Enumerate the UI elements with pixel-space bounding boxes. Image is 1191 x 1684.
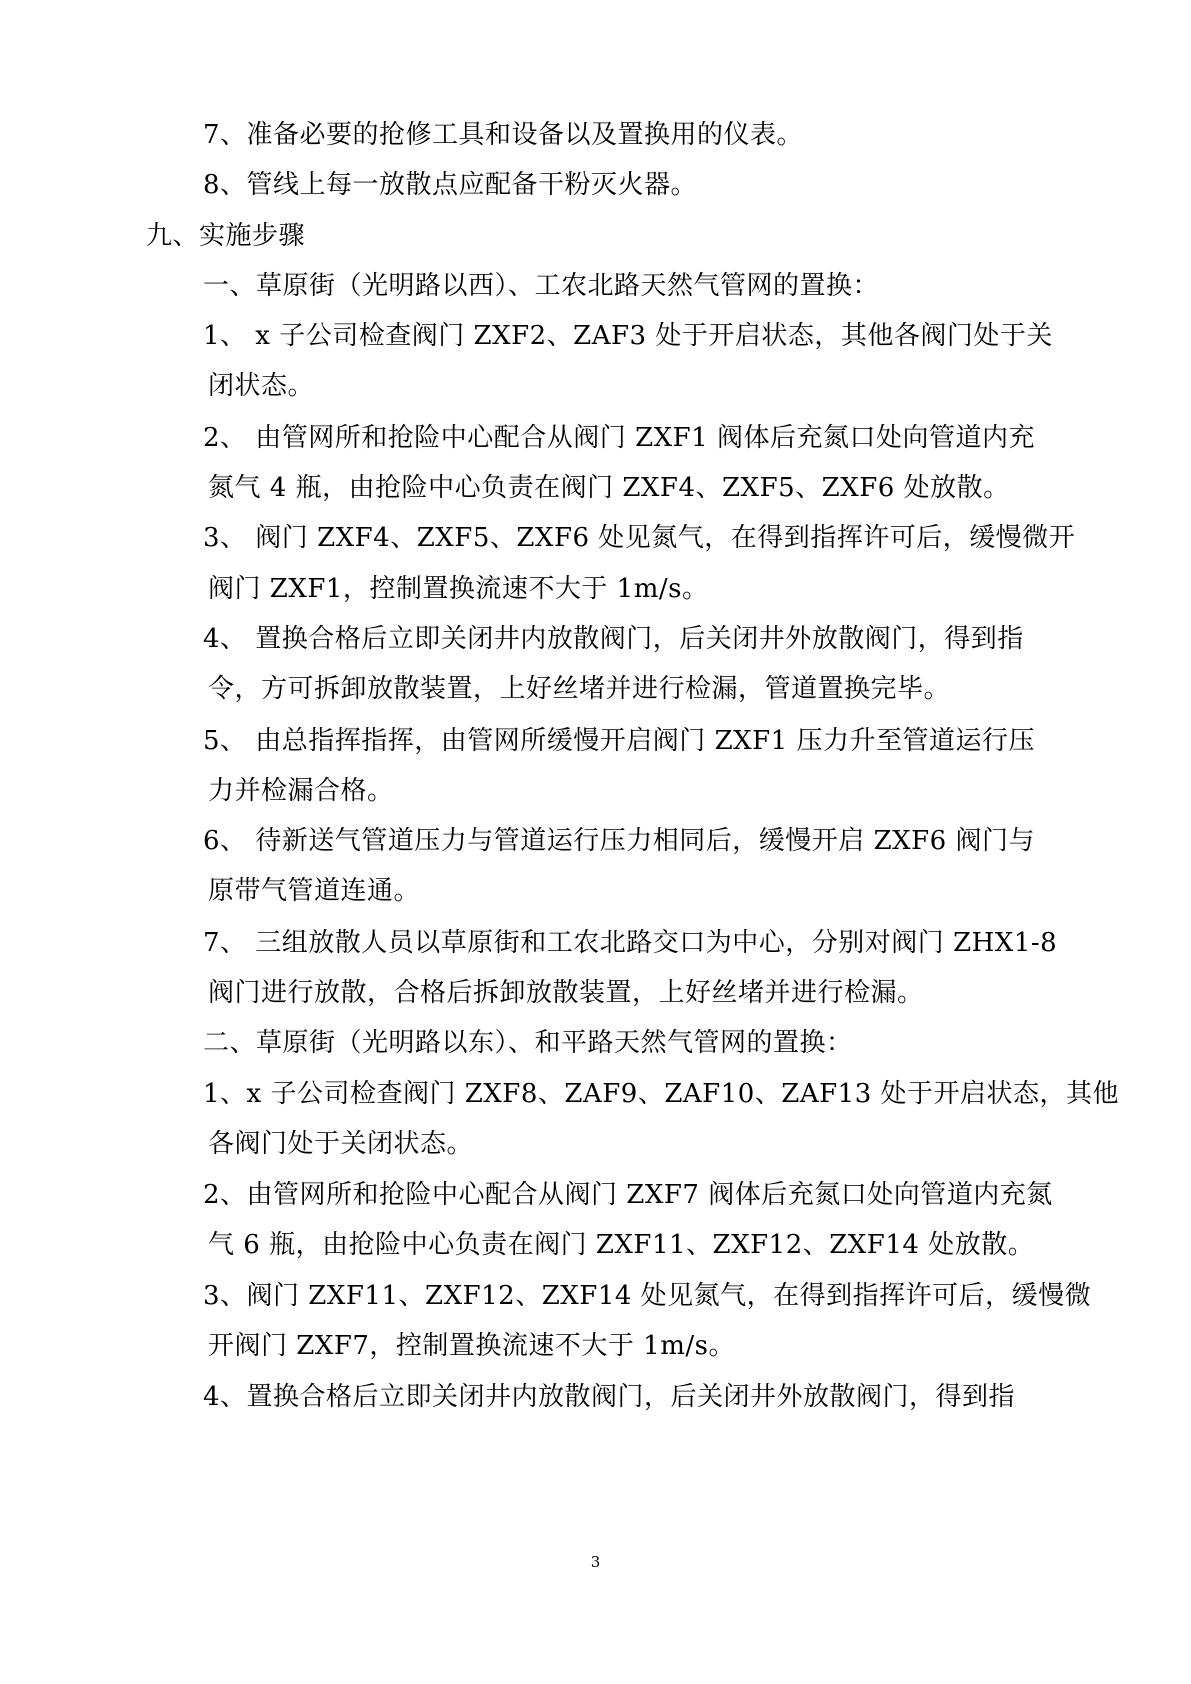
section-heading: 九、实施步骤 bbox=[146, 221, 306, 251]
text-line: 阀门进行放散，合格后拆卸放散装置，上好丝堵并进行检漏。 bbox=[208, 978, 924, 1008]
text-line: 8、管线上每一放散点应配备干粉灭火器。 bbox=[203, 170, 698, 200]
text-line: 令，方可拆卸放散装置，上好丝堵并进行检漏，管道置换完毕。 bbox=[208, 674, 951, 704]
text-line: 气 6 瓶，由抢险中心负责在阀门 ZXF11、ZXF12、ZXF14 处放散。 bbox=[208, 1230, 1035, 1260]
text-line: 3、阀门 ZXF11、ZXF12、ZXF14 处见氮气，在得到指挥许可后，缓慢微 bbox=[203, 1281, 1092, 1311]
text-line: 1、x 子公司检查阀门 ZXF8、ZAF9、ZAF10、ZAF13 处于开启状态，其他 bbox=[203, 1079, 1120, 1109]
subsection-heading: 二、草原街（光明路以东）、和平路天然气管网的置换： bbox=[203, 1028, 853, 1058]
text-line: 3、 阀门 ZXF4、ZXF5、ZXF6 处见氮气，在得到指挥许可后，缓慢微开 bbox=[203, 523, 1076, 553]
text-line: 4、 置换合格后立即关闭井内放散阀门，后关闭井外放散阀门，得到指 bbox=[203, 624, 1024, 654]
text-line: 力并检漏合格。 bbox=[208, 776, 394, 806]
text-line: 开阀门 ZXF7，控制置换流速不大于 1m/s。 bbox=[208, 1331, 735, 1361]
text-line: 7、准备必要的抢修工具和设备以及置换用的仪表。 bbox=[203, 120, 804, 150]
subsection-heading: 一、草原街（光明路以西）、工农北路天然气管网的置换： bbox=[203, 271, 880, 301]
text-line: 氮气 4 瓶，由抢险中心负责在阀门 ZXF4、ZXF5、ZXF6 处放散。 bbox=[208, 473, 1010, 503]
text-line: 7、 三组放散人员以草原街和工农北路交口为中心，分别对阀门 ZHX1-8 bbox=[203, 928, 1058, 958]
text-line: 6、 待新送气管道压力与管道运行压力相同后，缓慢开启 ZXF6 阀门与 bbox=[203, 826, 1035, 856]
page-number: 3 bbox=[590, 1553, 601, 1571]
text-line: 闭状态。 bbox=[208, 371, 315, 401]
text-line: 阀门 ZXF1，控制置换流速不大于 1m/s。 bbox=[208, 574, 709, 604]
text-line: 2、 由管网所和抢险中心配合从阀门 ZXF1 阀体后充氮口处向管道内充 bbox=[203, 423, 1035, 453]
text-line: 各阀门处于关闭状态。 bbox=[208, 1129, 474, 1159]
text-line: 5、 由总指挥指挥，由管网所缓慢开启阀门 ZXF1 压力升至管道运行压 bbox=[203, 726, 1035, 756]
text-line: 2、由管网所和抢险中心配合从阀门 ZXF7 阀体后充氮口处向管道内充氮 bbox=[203, 1180, 1053, 1210]
text-line: 4、置换合格后立即关闭井内放散阀门，后关闭井外放散阀门，得到指 bbox=[203, 1382, 1016, 1412]
text-line: 1、 x 子公司检查阀门 ZXF2、ZAF3 处于开启状态，其他各阀门处于关 bbox=[203, 321, 1053, 351]
text-line: 原带气管道连通。 bbox=[208, 876, 421, 906]
